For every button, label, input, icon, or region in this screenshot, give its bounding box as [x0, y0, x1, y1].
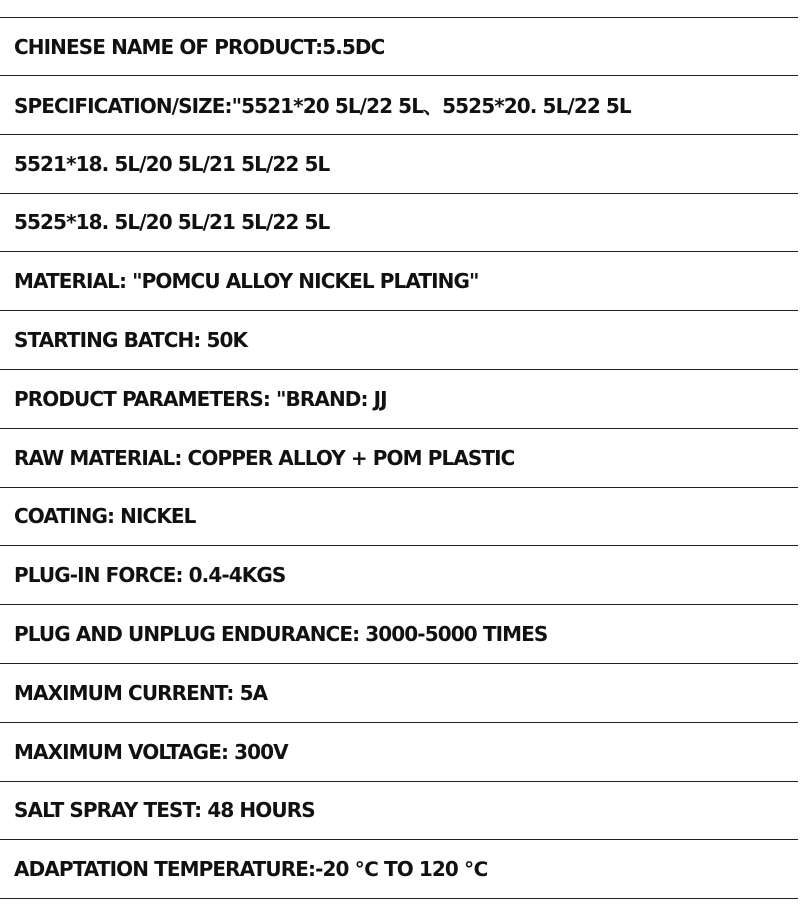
- spec-row-chinese-name: CHINESE NAME OF PRODUCT:5.5DC: [0, 18, 798, 76]
- spec-row-adaptation-temperature: ADAPTATION TEMPERATURE:-20 ℃ TO 120 ℃: [0, 840, 798, 899]
- spec-row-starting-batch: STARTING BATCH: 50K: [0, 311, 798, 370]
- spec-row-size-5525: 5525*18. 5L/20 5L/21 5L/22 5L: [0, 194, 798, 253]
- spec-list: [0, 17, 798, 899]
- spec-row-plug-in-force: PLUG-IN FORCE: 0.4-4KGS: [0, 546, 798, 605]
- spec-row-plug-endurance: PLUG AND UNPLUG ENDURANCE: 3000-5000 TIMES: [0, 605, 798, 664]
- spec-row-size-5521: 5521*18. 5L/20 5L/21 5L/22 5L: [0, 135, 798, 194]
- spec-row-maximum-current: MAXIMUM CURRENT: 5A: [0, 664, 798, 723]
- spec-row-raw-material: RAW MATERIAL: COPPER ALLOY + POM PLASTIC: [0, 429, 798, 488]
- spec-row-coating: COATING: NICKEL: [0, 488, 798, 547]
- spec-row-product-parameters: PRODUCT PARAMETERS: "BRAND: JJ: [0, 370, 798, 429]
- spec-row-specification-size: SPECIFICATION/SIZE:"5521*20 5L/22 5L、5525*20. 5L/22 5L: [0, 76, 798, 135]
- spec-row-salt-spray-test: SALT SPRAY TEST: 48 HOURS: [0, 782, 798, 841]
- spec-row-maximum-voltage: MAXIMUM VOLTAGE: 300V: [0, 723, 798, 782]
- spec-row-material: MATERIAL: "POMCU ALLOY NICKEL PLATING": [0, 252, 798, 311]
